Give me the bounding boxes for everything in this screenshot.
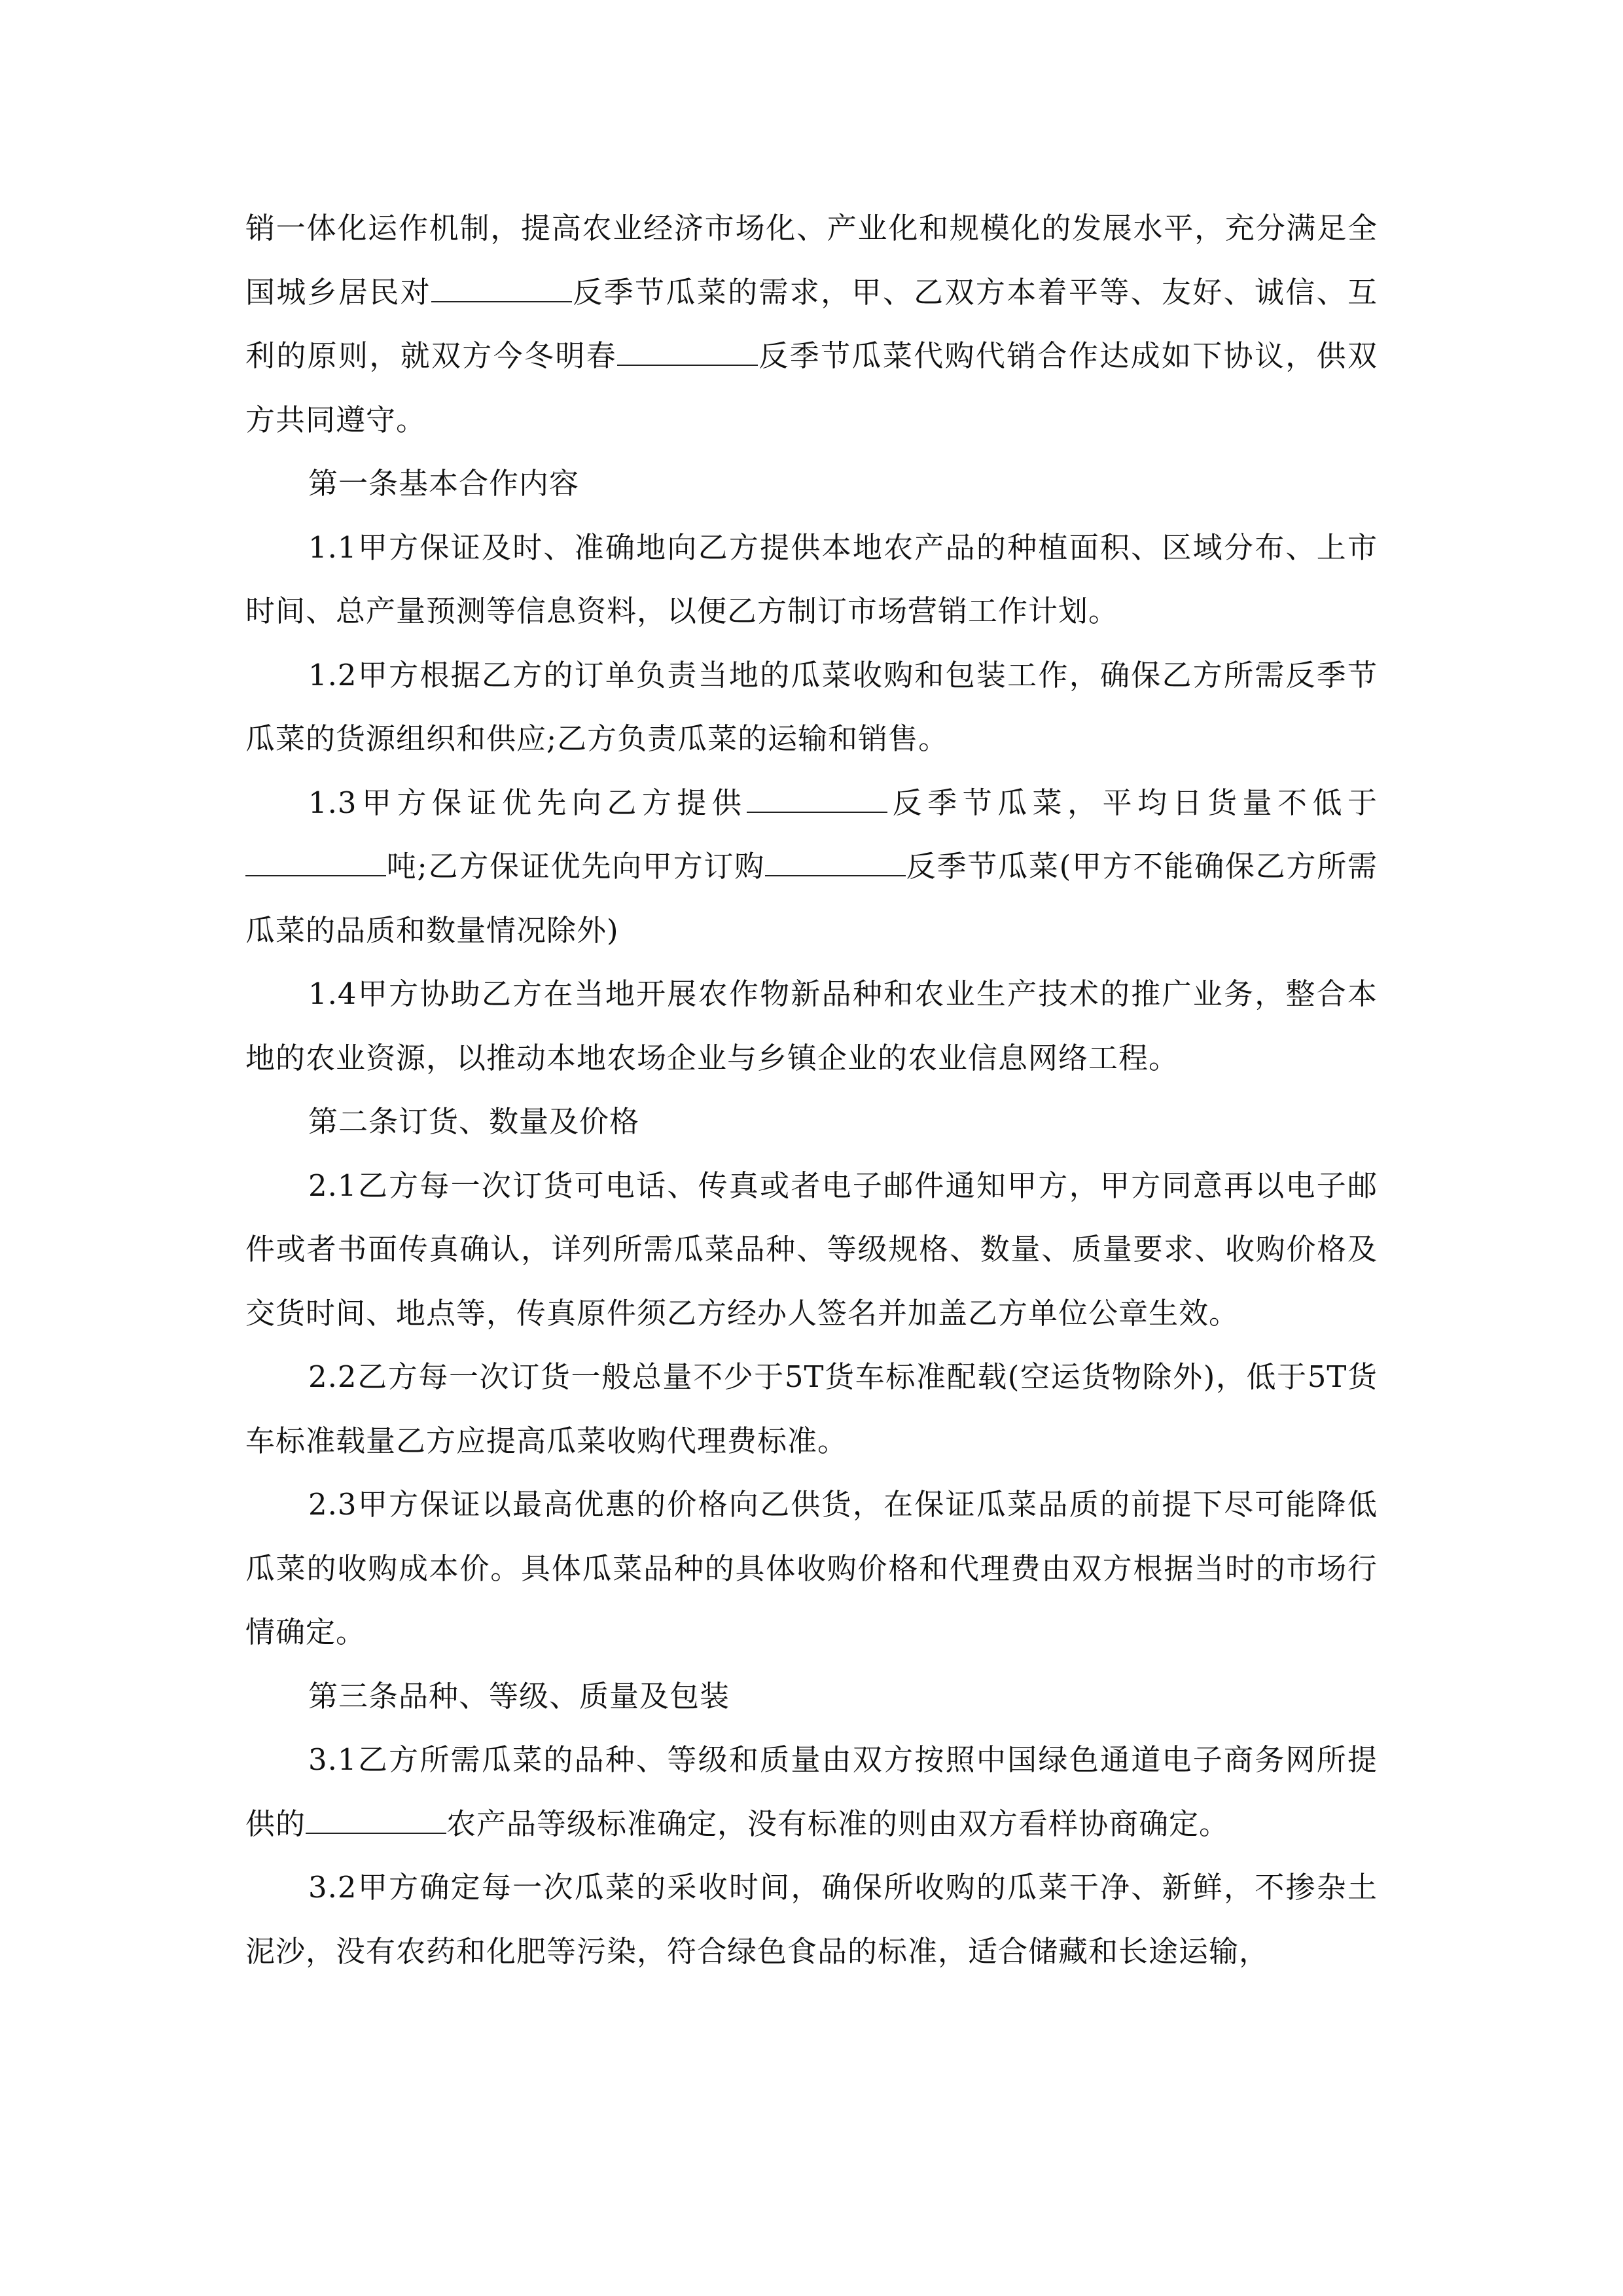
section-heading-1: 第一条基本合作内容 bbox=[308, 466, 580, 501]
document-page bbox=[245, 196, 1378, 1983]
clause-1-4: 1.4甲方协助乙方在当地开展农作物新品种和农业生产技术的推广业务，整合本地的农业资源，以推动本地农场企业与乡镇企业的农业信息网络工程。 bbox=[245, 977, 1378, 1075]
fill-in-blank[interactable] bbox=[617, 340, 758, 366]
fill-in-blank[interactable] bbox=[765, 850, 906, 876]
fill-in-blank[interactable] bbox=[747, 787, 887, 813]
paragraph-intro: 销一体化运作机制，提高农业经济市场化、产业化和规模化的发展水平，充分满足全国城乡居民对 反季节瓜菜的需求，甲、乙双方本着平等、友好、诚信、互利的原则，就双方今冬明春 反季节瓜菜代购代销合作达成如下协议，供双方共同遵守。 bbox=[245, 211, 1378, 437]
clause-3-1: 3.1乙方所需瓜菜的品种、等级和质量由双方按照中国绿色通道电子商务网所提供的 农产品等级标准确定，没有标准的则由双方看样协商确定。 bbox=[245, 1742, 1378, 1841]
fill-in-blank[interactable] bbox=[431, 276, 572, 302]
fill-in-blank[interactable] bbox=[245, 850, 386, 876]
section-heading-2: 第二条订货、数量及价格 bbox=[308, 1104, 640, 1139]
clause-1-1: 1.1甲方保证及时、准确地向乙方提供本地农产品的种植面积、区域分布、上市时间、总产量预测等信息资料，以便乙方制订市场营销工作计划。 bbox=[245, 529, 1378, 628]
section-heading-3: 第三条品种、等级、质量及包装 bbox=[308, 1678, 730, 1713]
clause-2-3: 2.3甲方保证以最高优惠的价格向乙供货，在保证瓜菜品质的前提下尽可能降低瓜菜的收购成本价。具体瓜菜品种的具体收购价格和代理费由双方根据当时的市场行情确定。 bbox=[245, 1487, 1378, 1649]
clause-3-2: 3.2甲方确定每一次瓜菜的采收时间，确保所收购的瓜菜干净、新鲜，不掺杂土泥沙，没有农药和化肥等污染，符合绿色食品的标准，适合储藏和长途运输， bbox=[245, 1870, 1378, 1969]
fill-in-blank[interactable] bbox=[306, 1808, 446, 1834]
clause-1-2: 1.2甲方根据乙方的订单负责当地的瓜菜收购和包装工作，确保乙方所需反季节瓜菜的货源组织和供应;乙方负责瓜菜的运输和销售。 bbox=[245, 657, 1378, 756]
clause-1-3: 1.3甲方保证优先向乙方提供 反季节瓜菜，平均日货量不低于吨;乙方保证优先向甲方订购 反季节瓜菜(甲方不能确保乙方所需瓜菜的品质和数量情况除外) bbox=[245, 785, 1378, 948]
clause-2-1: 2.1乙方每一次订货可电话、传真或者电子邮件通知甲方，甲方同意再以电子邮件或者书面传真确认，详列所需瓜菜品种、等级规格、数量、质量要求、收购价格及交货时间、地点等，传真原件须乙方经办人签名并加盖乙方单位公章生效。 bbox=[245, 1168, 1378, 1331]
clause-2-2: 2.2乙方每一次订货一般总量不少于5T货车标准配载(空运货物除外)，低于5T货车标准载量乙方应提高瓜菜收购代理费标准。 bbox=[245, 1359, 1378, 1458]
